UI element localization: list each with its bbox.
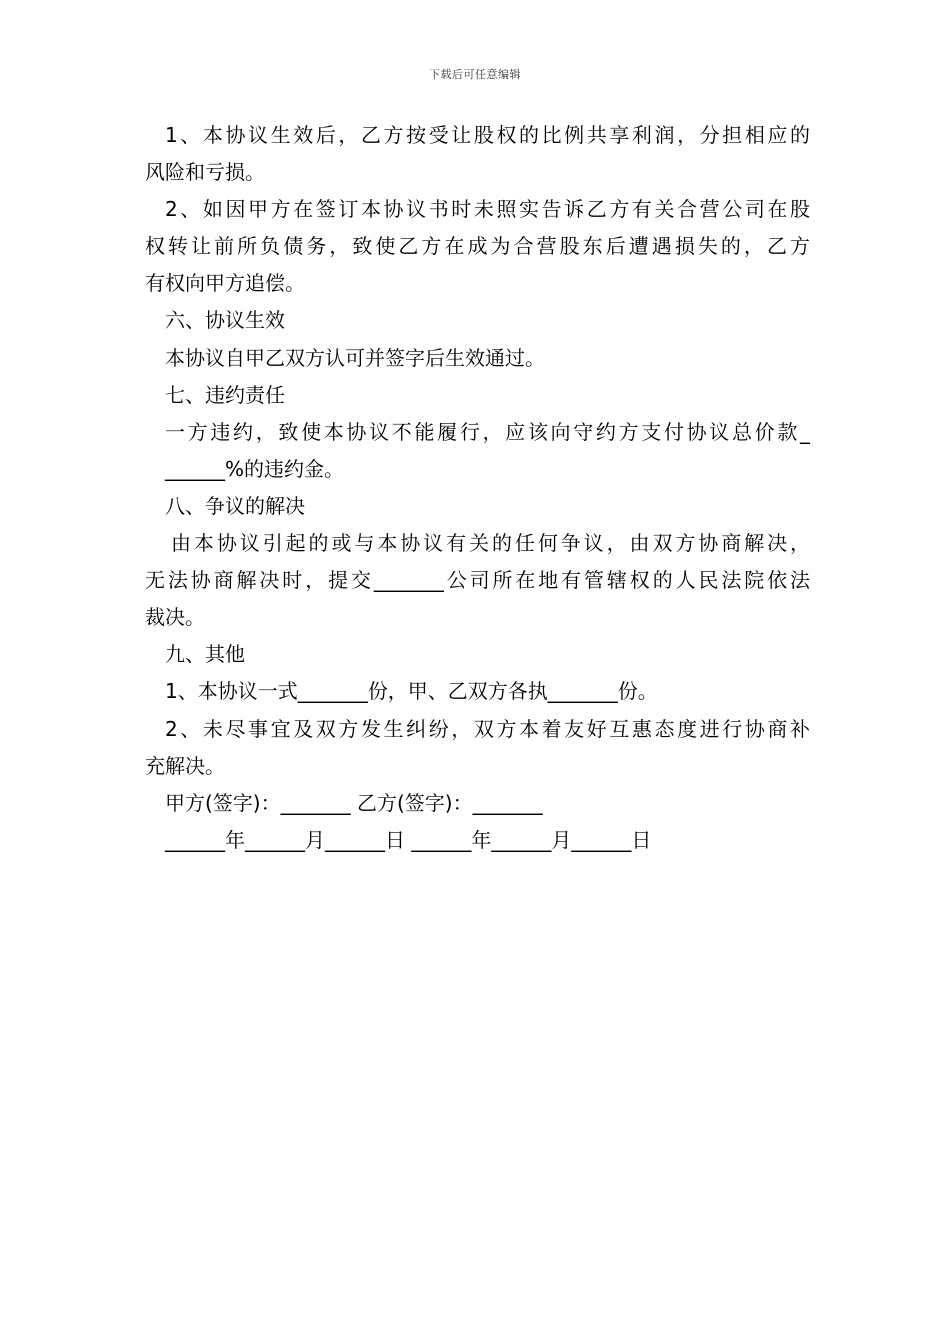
page-header: 下载后可任意编辑 <box>429 68 521 81</box>
clause-2-line-3: 有权向甲方追偿。 <box>145 271 305 296</box>
section-8-text-line-1: 由本协议引起的或与本协议有关的任何争议，由双方协商解决， <box>171 531 810 556</box>
clause-2-line-2: 权转让前所负债务，致使乙方在成为合营股东后遭遇损失的，乙方 <box>145 234 810 259</box>
date-line: ______年______月______日 ______年______月______日 <box>165 827 652 852</box>
section-8-heading: 八、争议的解决 <box>165 493 305 518</box>
section-6-heading: 六、协议生效 <box>165 308 285 333</box>
section-7-heading: 七、违约责任 <box>165 382 285 407</box>
section-8-text-line-2: 无法协商解决时，提交_______公司所在地有管辖权的人民法院依法 <box>145 568 810 593</box>
section-8-text-line-3: 裁决。 <box>145 605 205 630</box>
section-9-heading: 九、其他 <box>165 642 245 667</box>
section-7-text-line-2: ______%的违约金。 <box>165 456 345 481</box>
clause-1-line-2: 风险和亏损。 <box>145 160 265 185</box>
signature-line: 甲方(签字)：_______ 乙方(签字)：_______ <box>165 790 543 815</box>
document-body <box>145 117 810 859</box>
section-9-item-1: 1、本协议一式_______份，甲、乙双方各执_______份。 <box>165 679 658 704</box>
section-7-text-line-1: 一方违约，致使本协议不能履行，应该向守约方支付协议总价款_ <box>165 419 810 444</box>
clause-2-line-1: 2、如因甲方在签订本协议书时未照实告诉乙方有关合营公司在股 <box>165 197 810 222</box>
clause-1-line-1: 1、本协议生效后，乙方按受让股权的比例共享利润，分担相应的 <box>165 123 810 147</box>
section-6-text: 本协议自甲乙双方认可并签字后生效通过。 <box>165 345 545 370</box>
section-9-item-2-line-1: 2、未尽事宜及双方发生纠纷，双方本着友好互惠态度进行协商补 <box>165 716 810 741</box>
section-9-item-2-line-2: 充解决。 <box>145 753 225 778</box>
